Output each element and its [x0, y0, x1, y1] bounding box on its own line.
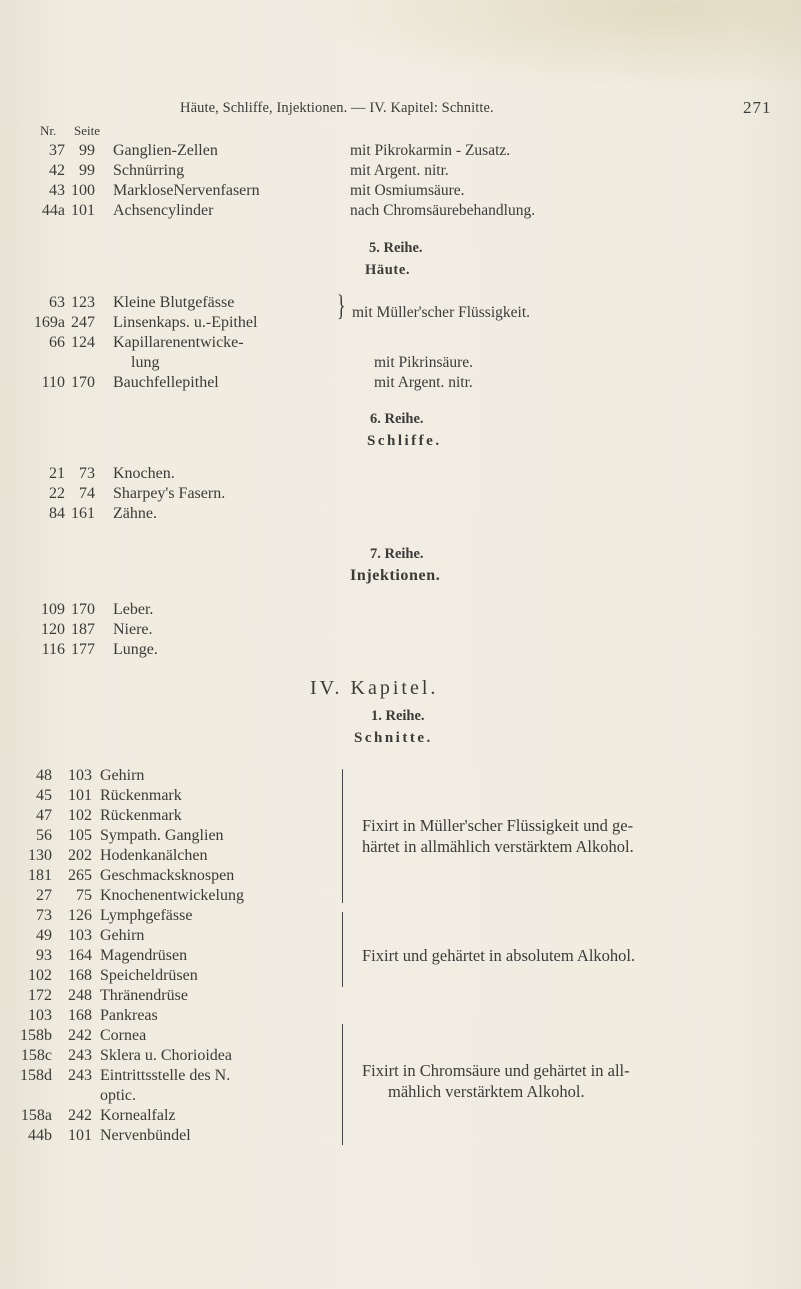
table-row-name: Ganglien-Zellen [113, 142, 218, 159]
table-row-method: mit Osmiumsäure. [350, 182, 465, 199]
table-row-seite: 74 [79, 485, 95, 502]
table-row-nr: 110 [41, 374, 65, 391]
table-row-name: Hodenkanälchen [100, 847, 208, 864]
table-row-name: Pankreas [100, 1007, 158, 1024]
table-row-seite: 99 [79, 142, 95, 159]
fixation-mueller-line1: Fixirt in Müller'scher Flüssigkeit und ge- [362, 816, 634, 835]
table-row-name: Lunge. [113, 641, 158, 658]
table-row-nr: 73 [36, 907, 52, 924]
table-row-name: Kleine Blutgefässe [113, 294, 235, 311]
table-row-seite: 170 [71, 601, 95, 618]
table-row-seite: 126 [68, 907, 92, 924]
table-row-name: MarkloseNervenfasern [113, 182, 260, 199]
table-row-name: Rückenmark [100, 807, 182, 824]
table-row-seite: 103 [68, 767, 92, 784]
table-row-name-continuation: optic. [100, 1087, 136, 1104]
table-row-nr: 43 [49, 182, 65, 199]
table-row-nr: 130 [28, 847, 52, 864]
table-row-seite: 242 [68, 1027, 92, 1044]
table-row-nr: 66 [49, 334, 65, 351]
table-row-seite: 101 [68, 1127, 92, 1144]
section-label-reihe1: 1. Reihe. [371, 708, 425, 724]
table-row-seite: 164 [68, 947, 92, 964]
table-row-name: Nervenbündel [100, 1127, 191, 1144]
table-row-method: mit Argent. nitr. [350, 162, 449, 179]
method-mueller: mit Müller'scher Flüssigkeit. [352, 304, 531, 321]
method-argent: mit Argent. nitr. [374, 374, 473, 391]
table-row-name: Magendrüsen [100, 947, 188, 964]
section-title-injektionen: Injektionen. [350, 567, 441, 584]
table-row-name: Knochenentwickelung [100, 887, 244, 904]
table-row-name: Kapillarenentwicke- [113, 334, 244, 351]
fixation-alkohol: Fixirt und gehärtet in absolutem Alkohol. [362, 946, 636, 965]
table-row-seite: 75 [76, 887, 92, 904]
table-row-nr: 103 [28, 1007, 52, 1024]
fixation-chromsaeure-line2: mählich verstärktem Alkohol. [388, 1082, 585, 1101]
table-row-nr: 84 [49, 505, 65, 522]
table-row-nr: 181 [28, 867, 52, 884]
table-row-seite: 243 [68, 1047, 92, 1064]
table-row-nr: 47 [36, 807, 52, 824]
table-row-nr: 158a [20, 1107, 52, 1124]
table-row-name: Gehirn [100, 767, 145, 784]
table-row-seite: 102 [68, 807, 92, 824]
table-row-seite: 265 [68, 867, 92, 884]
table-row-nr: 158c [20, 1047, 52, 1064]
table-row-nr: 48 [36, 767, 52, 784]
column-head-nr: Nr. [40, 123, 57, 138]
section-label-reihe7: 7. Reihe. [370, 546, 424, 562]
table-row-seite: 243 [68, 1067, 92, 1084]
table-row-seite: 101 [71, 202, 95, 219]
table-row-nr: 158b [20, 1027, 52, 1044]
table-row-nr: 44b [28, 1127, 52, 1144]
table-row-name: Geschmacksknospen [100, 867, 235, 884]
section-title-schliffe: Schliffe. [367, 433, 442, 449]
table-row-nr: 172 [28, 987, 52, 1004]
table-row-seite: 73 [79, 465, 95, 482]
table-row-seite: 103 [68, 927, 92, 944]
method-pikrinsaeure: mit Pikrinsäure. [374, 354, 474, 371]
table-row-seite: 170 [71, 374, 95, 391]
table-row-nr: 49 [36, 927, 52, 944]
table-row-name: Schnürring [113, 162, 185, 179]
table-row-name: Rückenmark [100, 787, 182, 804]
table-row-nr: 120 [41, 621, 65, 638]
table-row-seite: 202 [68, 847, 92, 864]
section-label-reihe5: 5. Reihe. [369, 240, 423, 256]
table-row-name: Achsencylinder [113, 202, 214, 219]
table-row-nr: 169a [33, 314, 65, 331]
chapter-title: IV. Kapitel. [310, 677, 439, 699]
page-number: 271 [743, 98, 772, 117]
brace-group-3 [342, 1024, 343, 1145]
table-row-seite: 168 [68, 967, 92, 984]
table-row-seite: 101 [68, 787, 92, 804]
section-title-schnitte: Schnitte. [354, 730, 433, 746]
table-row-nr: 21 [49, 465, 65, 482]
table-row-nr: 45 [36, 787, 52, 804]
table-row-seite: 247 [71, 314, 95, 331]
table-row-seite: 168 [68, 1007, 92, 1024]
table-row-seite: 161 [71, 505, 95, 522]
table-row-name: Thränendrüse [100, 987, 188, 1004]
section-label-reihe6: 6. Reihe. [370, 411, 424, 427]
brace-group-1 [342, 769, 343, 903]
table-row-nr: 102 [28, 967, 52, 984]
table-row-seite: 187 [71, 621, 95, 638]
fixation-chromsaeure-line1: Fixirt in Chromsäure und gehärtet in all- [362, 1061, 630, 1080]
table-row-nr: 116 [41, 641, 65, 658]
table-row-name: Sklera u. Chorioidea [100, 1047, 232, 1064]
table-row-nr: 22 [49, 485, 65, 502]
table-row-name: Zähne. [113, 505, 157, 522]
table-row-nr: 37 [49, 142, 65, 159]
table-row-seite: 123 [71, 294, 95, 311]
table-row-name: Knochen. [113, 465, 175, 482]
table-row-name: Speicheldrüsen [100, 967, 198, 984]
table-row-nr: 63 [49, 294, 65, 311]
table-row-name: Sympath. Ganglien [100, 827, 224, 844]
table-row-name: Bauchfellepithel [113, 374, 219, 391]
table-row-name: Eintrittsstelle des N. [100, 1067, 231, 1084]
table-row-method: nach Chromsäurebehandlung. [350, 202, 536, 219]
table-row-nr: 109 [41, 601, 65, 618]
table-row-name-continuation: lung [131, 354, 160, 371]
table-row-seite: 124 [71, 334, 95, 351]
table-row-nr: 56 [36, 827, 52, 844]
fixation-mueller-line2: härtet in allmählich verstärktem Alkohol. [362, 837, 634, 856]
table-row-name: Niere. [113, 621, 153, 638]
table-row-name: Cornea [100, 1027, 147, 1044]
table-row-name: Sharpey's Fasern. [113, 485, 226, 502]
table-row-name: Gehirn [100, 927, 145, 944]
table-row-seite: 242 [68, 1107, 92, 1124]
table-row-nr: 44a [41, 202, 65, 219]
table-row-nr: 93 [36, 947, 52, 964]
paper-stain [300, 0, 801, 90]
table-row-name: Lymphgefässe [100, 907, 193, 924]
table-row-seite: 99 [79, 162, 95, 179]
running-title: Häute, Schliffe, Injektionen. — IV. Kapitel: Schnitte. [180, 100, 494, 116]
section-title-haeute: Häute. [365, 262, 411, 278]
table-row-name: Kornealfalz [100, 1107, 176, 1124]
table-row-seite: 100 [71, 182, 95, 199]
brace-glyph: } [336, 289, 346, 322]
table-row-nr: 27 [36, 887, 52, 904]
table-row-seite: 105 [68, 827, 92, 844]
table-row-nr: 42 [49, 162, 65, 179]
table-row-nr: 158d [20, 1067, 52, 1084]
table-row-name: Linsenkaps. u.-Epithel [113, 314, 258, 331]
brace-group-2 [342, 912, 343, 987]
table-row-seite: 177 [71, 641, 95, 658]
table-row-method: mit Pikrokarmin - Zusatz. [350, 142, 511, 159]
table-row-name: Leber. [113, 601, 154, 618]
column-head-seite: Seite [74, 123, 100, 138]
table-row-seite: 248 [68, 987, 92, 1004]
